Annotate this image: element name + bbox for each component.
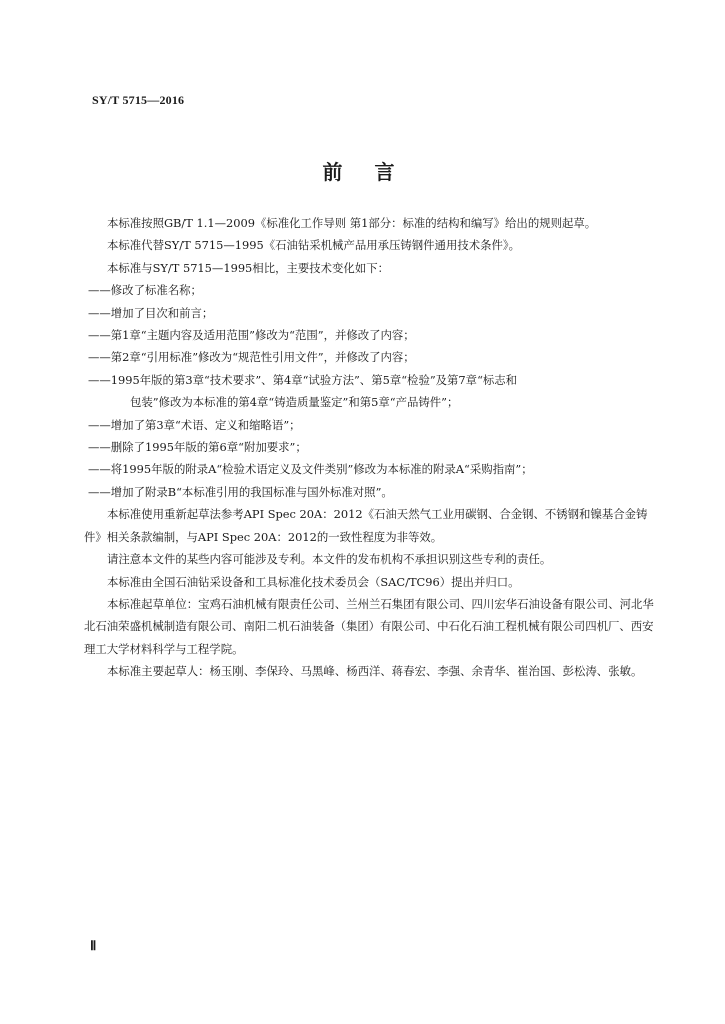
paragraph-drafters: 本标准主要起草人：杨玉刚、李保玲、马黑峰、杨西洋、蒋春宏、李强、余青华、崔治国、彭松涛、张敏。 (107, 664, 643, 679)
paragraph-drafting-rules: 本标准按照GB/T 1.1—2009《标准化工作导则 第1部分：标准的结构和编写》给出的规则起草。 (107, 216, 597, 230)
change-item: ——增加了目次和前言； (88, 305, 214, 320)
change-item: ——将1995年版的附录A“检验术语定义及文件类别”修改为本标准的附录A“采购指南”； (88, 462, 533, 477)
change-item: ——第2章“引用标准”修改为“规范性引用文件”，并修改了内容； (88, 350, 415, 365)
change-item: ——增加了第3章“术语、定义和缩略语”； (88, 417, 301, 432)
standard-code: SY/T 5715—2016 (92, 93, 185, 107)
change-item: ——1995年版的第3章“技术要求”、第4章“试验方法”、第5章“检验”及第7章“标志和 (88, 372, 518, 387)
paragraph-proposer: 本标准由全国石油钻采设备和工具标准化技术委员会（SAC/TC96）提出并归口。 (107, 574, 520, 589)
page-title: 前言 (322, 160, 427, 184)
page-number: Ⅱ (90, 938, 97, 953)
change-item: ——删除了1995年版的第6章“附加要求”； (88, 440, 307, 455)
paragraph-replaces: 本标准代替SY/T 5715—1995《石油钻采机械产品用承压铸钢件通用技术条件》。 (107, 238, 520, 253)
paragraph-reference-api: 本标准使用重新起草法参考API Spec 20A：2012《石油天然气工业用碳钢、合金钢、不锈钢和镍基合金铸件》相关条款编制，与API Spec 20A：2012的一致性程度为非等效。 (84, 507, 648, 544)
change-item: ——增加了附录B“本标准引用的我国标准与国外标准对照”。 (88, 484, 393, 499)
change-item: ——第1章“主题内容及适用范围”修改为“范围”，并修改了内容； (88, 328, 415, 343)
change-item-continuation: 包装”修改为本标准的第4章“铸造质量鉴定”和第5章“产品铸件”； (130, 395, 459, 410)
paragraph-changes-intro: 本标准与SY/T 5715—1995相比，主要技术变化如下： (107, 260, 389, 275)
paragraph-drafting-units: 本标准起草单位：宝鸡石油机械有限责任公司、兰州兰石集团有限公司、四川宏华石油设备有限公司、河北华北石油荣盛机械制造有限公司、南阳二机石油装备（集团）有限公司、中石化石油工程机械有限公司四机厂、西安理工大学材料科学与工程学院。 (84, 596, 654, 656)
paragraph-patent-notice: 请注意本文件的某些内容可能涉及专利。本文件的发布机构不承担识别这些专利的责任。 (107, 552, 552, 567)
change-item: ——修改了标准名称； (88, 283, 202, 298)
foreword-body (84, 212, 659, 683)
